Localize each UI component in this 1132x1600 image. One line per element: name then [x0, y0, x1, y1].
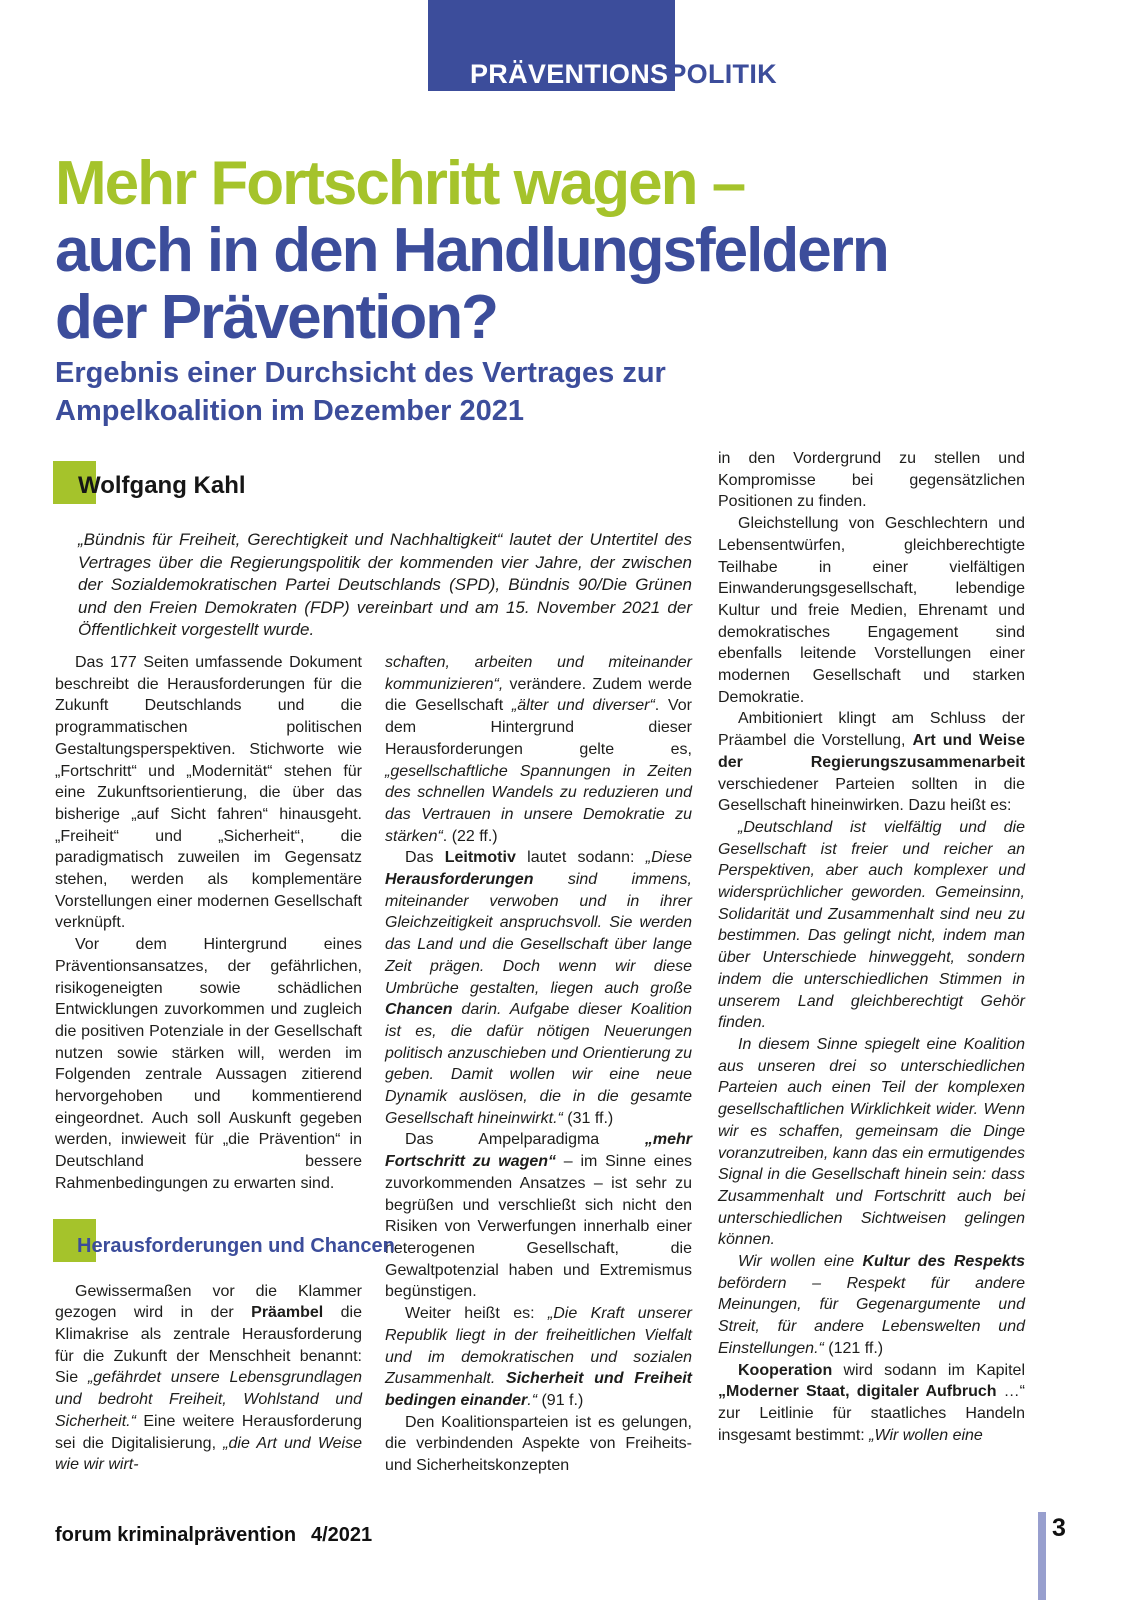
text-run: sind immens, miteinander verwoben und in ihrer Gleichzeitigkeit anspruchsvoll. Sie werden das Land und die Gesellschaft über lange Zeit prägen. Doch wenn wir diese Umbrüche gestalten, liegen auch große [385, 871, 692, 997]
section-heading [55, 1219, 395, 1265]
text-run: „älter und diverser“ [511, 697, 655, 715]
paragraph [385, 652, 692, 847]
text-run: . (22 ff.) [442, 827, 498, 845]
title-line-1: Mehr Fortschritt wagen – [55, 148, 745, 218]
text-run: Sicherheit und Freiheit bedingen einander [385, 1370, 693, 1409]
footer-journal-name: forum kriminalprävention [55, 1524, 297, 1546]
section-kicker [470, 0, 970, 88]
paragraph [385, 1129, 692, 1303]
text-run: Gleichstellung von Geschlechtern und Lebensentwürfen, gleichberechtigte Teilhabe in einer vielfältigen Einwanderungsgesellschaft, lebendige Kultur und freie Medien, Ehrenamt und demokratisches Engagement sind ebenfalls leitende Vorstellungen einer modernen Gesellschaft und starken Demokratie. [718, 515, 1025, 706]
text-run: Gewissermaßen vor die Klammer gezogen wird in der [55, 1282, 362, 1322]
text-run: Das 177 Seiten umfassende Dokument beschreibt die Herausforderungen für die Zukunft Deutschlands und die programmatischen politischen Gestaltungsperspektiven. Stichworte wie „Fortschritt“ und „Modernität“ stehen für eine Zukunftsorientierung, die über das bisherige „auf Sicht fahren“ hinausgeht. „Freiheit“ und „Sicherheit“, die paradigmatisch zuweilen im Gegensatz stehen, werden als komplementäre Vorstellungen einer modernen Gesellschaft verknüpft. [55, 654, 362, 932]
text-run: – im Sinne eines zuvorkommenden Ansatzes – ist sehr zu begrüßen und verschließt sich nicht den Risiken von Verwerfungen innerhalb einer heterogenen Gesellschaft, die Gewaltpotenzial haben und Extremismus begünstigen. [385, 1153, 693, 1301]
paragraph [385, 1303, 692, 1412]
paragraph [718, 708, 1025, 817]
body-column-3 [718, 448, 1025, 1446]
text-run: Chancen [385, 1001, 453, 1019]
title-line-3: der Prävention? [55, 282, 497, 352]
text-run: verschiedener Parteien sollten in die Gesellschaft hineinwirken. Dazu heißt es: [718, 775, 1025, 815]
page-number: 3 [1052, 1514, 1066, 1542]
kicker-text-white: PRÄVENTIONS [470, 59, 669, 89]
paragraph [55, 934, 362, 1194]
text-run: „Wir wollen eine [869, 1426, 983, 1444]
article-title [55, 150, 1085, 351]
text-run: „gefährdet unsere Lebensgrundlagen und bedroht Freiheit, Wohlstand und Sicherheit.“ [55, 1369, 363, 1430]
text-run: die Klimakrise als zentrale Herausforderung für die Zukunft der Menschheit benannt: Sie [55, 1304, 362, 1387]
paragraph [385, 847, 692, 1129]
kicker-text-blue: POLITIK [668, 59, 777, 89]
text-run: Ambitioniert klingt am Schluss der Präambel die Vorstellung, [718, 710, 1025, 750]
text-run: Leitmotiv [444, 849, 516, 867]
paragraph [718, 817, 1025, 1034]
subtitle-line-1: Ergebnis einer Durchsicht des Vertrages zur [55, 357, 666, 390]
text-run: Weiter heißt es: [405, 1305, 548, 1323]
subtitle-line-2: Ampelkoalition im Dezember 2021 [55, 395, 524, 428]
body-column-2 [385, 652, 692, 1477]
paragraph [718, 1360, 1025, 1447]
text-run: Kooperation [738, 1361, 833, 1379]
text-run: „Die Kraft unserer Republik liegt in der freiheitlichen Vielfalt und im demokratischen und sozialen Zusammenhalt. [385, 1305, 693, 1388]
page-number-bar [1038, 1512, 1046, 1600]
title-line-2: auch in den Handlungsfeldern [55, 215, 888, 285]
intro-abstract: „Bündnis für Freiheit, Gerechtigkeit und Nachhaltigkeit“ lautet der Untertitel des Vertrages über die Regierungspolitik der kommenden vier Jahre, der zwischen der Sozialdemokratischen Partei Deutschlands (SPD), Bündnis 90/Die Grünen und den Freien Demokraten (FDP) vereinbart und am 15. November 2021 der Öffentlichkeit vorgestellt wurde. [78, 530, 692, 639]
text-run: „Deutschland ist vielfältig und die Gesellschaft ist freier und reicher an Perspektiven, aber auch komplexer und widersprüchlicher geworden. Gemeinsinn, Solidarität und Zusammenhalt sind neu zu bestimmen. Das gelingt nicht, indem man über Unterschiede hinweggeht, sondern indem die unterschiedlichen Stimmen in unserem Land gleichberechtigt Gehör finden. [718, 818, 1025, 1032]
text-run: Wir wollen eine [738, 1253, 863, 1271]
paragraph [55, 1281, 362, 1476]
text-run: (121 ff.) [823, 1339, 884, 1357]
footer-issue: 4/2021 [311, 1524, 373, 1546]
text-run: . Vor dem Hintergrund dieser Herausforderungen gelte es, [385, 697, 693, 758]
text-run: schaften, arbeiten und miteinander kommunizieren“, [385, 654, 692, 693]
text-run: lautet sodann: [515, 849, 646, 867]
text-run: …“ zur Leitlinie für staatliches Handeln insgesamt bestimmt: [718, 1383, 1026, 1444]
paragraph [718, 1034, 1025, 1251]
paragraph [55, 652, 362, 934]
text-run: in den Vordergrund zu stellen und Kompromisse bei gegensätzlichen Positionen zu finden. [718, 450, 1025, 511]
text-run: Den Koalitionsparteien ist es gelungen, die verbindenden Aspekte von Freiheits- und Sicherheitskonzepten [385, 1413, 692, 1475]
text-run: (91 f.) [537, 1391, 584, 1409]
text-run: (31 ff.) [562, 1109, 614, 1127]
paragraph [385, 1412, 692, 1477]
text-run: befördern – Respekt für andere Meinungen, für Gegenargumente und Streit, für andere Lebenswelten und Einstellungen.“ [718, 1274, 1025, 1357]
text-run: Kultur des Respekts [862, 1253, 1025, 1271]
text-run: verändere. Zudem werde die Gesellschaft [385, 675, 692, 715]
paragraph [718, 448, 1025, 513]
text-run: „gesellschaftliche Spannungen in Zeiten des schnellen Wandels zu reduzieren und das Vertrauen in unsere Demokratie zu stärken“ [385, 762, 692, 845]
text-run: „Moderner Staat, digitaler Aufbruch [718, 1383, 997, 1401]
text-run: wird sodann im Kapitel [832, 1361, 1025, 1379]
text-run: „die Art und Weise wie wir wirt- [55, 1434, 362, 1474]
section-heading-text: Herausforderungen und Chancen [77, 1234, 395, 1257]
text-run: Art und Weise der Regierungszusammenarbeit [718, 732, 1025, 771]
text-run: „Diese [645, 849, 692, 867]
text-run: Herausforderungen [385, 871, 534, 889]
paragraph [718, 1251, 1025, 1360]
text-run: Präambel [251, 1304, 324, 1322]
text-run: Das Ampelparadigma [405, 1131, 645, 1149]
article-subtitle [55, 354, 795, 430]
text-run: Das [405, 849, 445, 867]
text-run: darin. Aufgabe dieser Koalition ist es, die dafür nötigen Neuerungen politisch anzuschieben und Orientierung zu geben. Damit wollen wir eine neue Dynamik auslösen, die in die gesamte Gesellschaft hineinwirkt.“ [385, 1001, 692, 1127]
body-column-1 [55, 652, 395, 1476]
text-run: Eine weitere Herausforderung sei die Digitalisierung, [55, 1412, 362, 1452]
text-run: Vor dem Hintergrund eines Präventionsansatzes, der gefährlichen, risikogeneigten sowie schädlichen Entwicklungen zuvorkommen und zugleich die positiven Potenziale in der Gesellschaft nutzen sowie stärken will, werden im Folgenden zentrale Aussagen zitierend hervorgehoben und kommentierend eingeordnet. Auch soll Auskunft gegeben werden, inwieweit für „die Prävention“ in Deutschland bessere Rahmenbedingungen zu erwarten sind. [55, 936, 362, 1192]
author-name: Wolfgang Kahl [78, 472, 246, 499]
text-run: „mehr Fortschritt zu wagen“ [385, 1131, 692, 1171]
text-run: .“ [527, 1391, 538, 1409]
paragraph [718, 513, 1025, 708]
text-run: In diesem Sinne spiegelt eine Koalition aus unseren drei so unterschiedlichen Parteien auch einen Teil der komplexen gesellschaftlichen Wirklichkeit wider. Wenn wir es schaffen, gemeinsam die Dinge voranzutreiben, kann das ein ermutigendes Signal in die Gesellschaft hinein sein: dass Zusammenhalt und Fortschritt auch bei unterschiedlichen Sichtweisen gelingen können. [718, 1035, 1025, 1249]
